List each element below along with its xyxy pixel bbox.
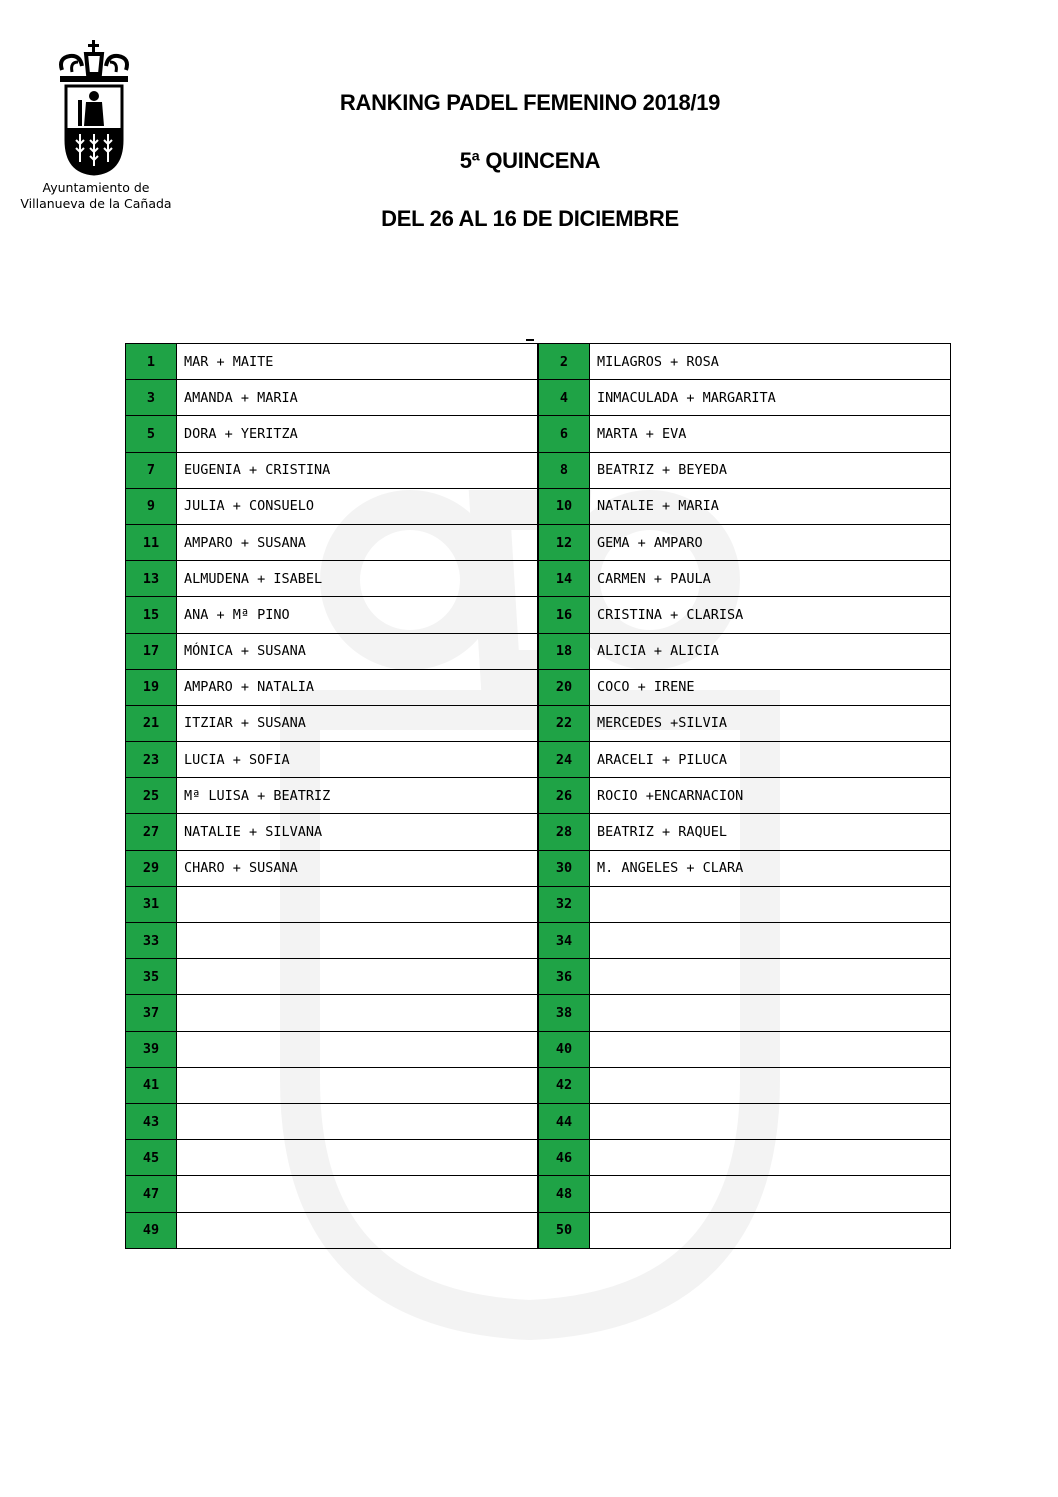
table-row [126,1067,951,1103]
rank-number: 16 [538,597,590,633]
page-title: RANKING PADEL FEMENINO 2018/19 [339,90,721,115]
pair-names: ALICIA + ALICIA [590,633,951,669]
table-row [126,561,951,597]
rank-number: 22 [538,705,590,741]
table-row [126,814,951,850]
pair-names [590,995,951,1031]
rank-number: 40 [538,1031,590,1067]
table-row [126,778,951,814]
pair-names: BEATRIZ + RAQUEL [590,814,951,850]
rank-number: 30 [538,850,590,886]
pair-names: GEMA + AMPARO [590,524,951,560]
pair-names: MÓNICA + SUSANA [177,633,539,669]
ranking-table [125,343,951,1249]
rank-number: 27 [126,814,177,850]
table-row [126,669,951,705]
municipal-crest-logo [52,40,136,176]
pair-names: CRISTINA + CLARISA [590,597,951,633]
rank-number: 41 [126,1067,177,1103]
pair-names: ARACELI + PILUCA [590,742,951,778]
table-row [126,995,951,1031]
table-row [126,488,951,524]
pair-names [590,1212,951,1248]
pair-names [177,886,539,922]
pair-names: COCO + IRENE [590,669,951,705]
pair-names [177,1103,539,1139]
organization-line-1: Ayuntamiento de [42,180,150,195]
pair-names: ROCIO +ENCARNACION [590,778,951,814]
table-row [126,1031,951,1067]
pair-names: CHARO + SUSANA [177,850,539,886]
pair-names [590,959,951,995]
rank-number: 17 [126,633,177,669]
pair-names [177,1031,539,1067]
pair-names: DORA + YERITZA [177,416,539,452]
rank-number: 39 [126,1031,177,1067]
pair-names [590,1031,951,1067]
rank-number: 47 [126,1176,177,1212]
rank-number: 24 [538,742,590,778]
rank-number: 34 [538,923,590,959]
rank-number: 29 [126,850,177,886]
table-row [126,380,951,416]
rank-number: 19 [126,669,177,705]
pair-names: MAR + MAITE [177,344,539,380]
rank-number: 38 [538,995,590,1031]
rank-number: 14 [538,561,590,597]
rank-number: 43 [126,1103,177,1139]
pair-names [177,1176,539,1212]
rank-number: 11 [126,524,177,560]
pair-names: EUGENIA + CRISTINA [177,452,539,488]
pair-names [177,1067,539,1103]
table-row [126,886,951,922]
table-row [126,416,951,452]
pair-names: NATALIE + SILVANA [177,814,539,850]
date-range: DEL 26 AL 16 DE DICIEMBRE [381,206,679,231]
rank-number: 45 [126,1140,177,1176]
rank-number: 49 [126,1212,177,1248]
table-row [126,959,951,995]
rank-number: 33 [126,923,177,959]
rank-number: 12 [538,524,590,560]
pair-names: ANA + Mª PINO [177,597,539,633]
pair-names [590,1140,951,1176]
pair-names: BEATRIZ + BEYEDA [590,452,951,488]
table-tick-mark [526,339,534,341]
rank-number: 10 [538,488,590,524]
rank-number: 4 [538,380,590,416]
pair-names [590,1103,951,1139]
table-row [126,850,951,886]
rank-number: 46 [538,1140,590,1176]
rank-number: 13 [126,561,177,597]
pair-names [177,923,539,959]
table-row [126,742,951,778]
pair-names: MERCEDES +SILVIA [590,705,951,741]
pair-names [590,886,951,922]
rank-number: 7 [126,452,177,488]
pair-names: ALMUDENA + ISABEL [177,561,539,597]
pair-names [590,1176,951,1212]
table-row [126,705,951,741]
pair-names: LUCIA + SOFIA [177,742,539,778]
pair-names: AMANDA + MARIA [177,380,539,416]
table-row [126,923,951,959]
table-row [126,524,951,560]
rank-number: 6 [538,416,590,452]
rank-number: 36 [538,959,590,995]
rank-number: 5 [126,416,177,452]
rank-number: 25 [126,778,177,814]
rank-number: 44 [538,1103,590,1139]
rank-number: 35 [126,959,177,995]
ranking-table-body [126,344,951,1249]
pair-names: INMACULADA + MARGARITA [590,380,951,416]
pair-names: M. ANGELES + CLARA [590,850,951,886]
pair-names: NATALIE + MARIA [590,488,951,524]
rank-number: 50 [538,1212,590,1248]
table-row [126,1176,951,1212]
pair-names [177,1212,539,1248]
pair-names: JULIA + CONSUELO [177,488,539,524]
table-row [126,1140,951,1176]
rank-number: 48 [538,1176,590,1212]
pair-names: AMPARO + SUSANA [177,524,539,560]
pair-names [177,1140,539,1176]
pair-names [590,923,951,959]
organization-line-2: Villanueva de la Cañada [20,196,172,211]
pair-names [590,1067,951,1103]
rank-number: 3 [126,380,177,416]
pair-names: CARMEN + PAULA [590,561,951,597]
table-row [126,452,951,488]
rank-number: 42 [538,1067,590,1103]
table-row [126,597,951,633]
organization-name [10,180,182,212]
rank-number: 1 [126,344,177,380]
rank-number: 32 [538,886,590,922]
table-row [126,1212,951,1248]
rank-number: 37 [126,995,177,1031]
page-subtitle: 5ª QUINCENA [459,148,601,173]
rank-number: 2 [538,344,590,380]
rank-number: 20 [538,669,590,705]
rank-number: 28 [538,814,590,850]
rank-number: 26 [538,778,590,814]
pair-names: MILAGROS + ROSA [590,344,951,380]
table-row [126,1103,951,1139]
rank-number: 15 [126,597,177,633]
table-row [126,633,951,669]
rank-number: 21 [126,705,177,741]
rank-number: 18 [538,633,590,669]
pair-names [177,995,539,1031]
pair-names: Mª LUISA + BEATRIZ [177,778,539,814]
pair-names [177,959,539,995]
table-row [126,344,951,380]
pair-names: AMPARO + NATALIA [177,669,539,705]
rank-number: 23 [126,742,177,778]
rank-number: 9 [126,488,177,524]
rank-number: 8 [538,452,590,488]
pair-names: ITZIAR + SUSANA [177,705,539,741]
pair-names: MARTA + EVA [590,416,951,452]
rank-number: 31 [126,886,177,922]
